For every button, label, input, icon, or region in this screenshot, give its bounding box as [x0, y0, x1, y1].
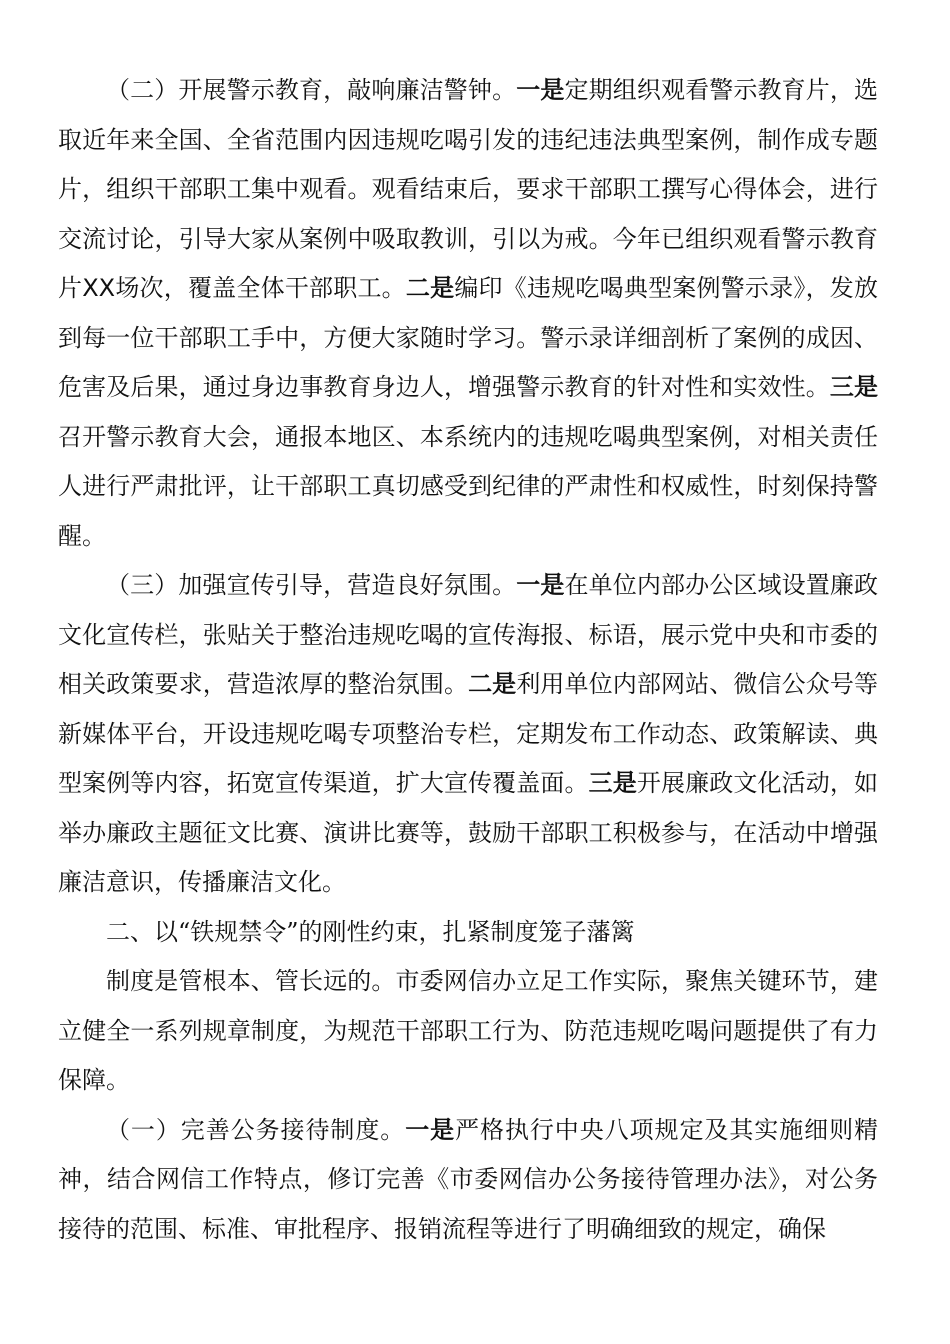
body-text: 利用单位内部网站、微信公众号等新媒体平台，开设违规吃喝专项整治专栏，定期发布工作动态、政策解读、典型案例等内容，拓宽宣传渠道，扩大宣传覆盖面。 [58, 670, 879, 797]
paragraph-publicity-guidance [58, 561, 878, 908]
emphasis-second: 二是 [468, 670, 517, 698]
paragraph-reception-system [58, 1106, 878, 1255]
body-text: 编印《违规吃喝典型案例警示录》，发放到每一位干部职工手中，方便大家随时学习。警示录详细剖析了案例的成因、危害及后果，通过身边事教育身边人，增强警示教育的针对性和实效性。 [58, 274, 879, 401]
emphasis-first: 一是 [405, 1115, 456, 1144]
subheading-text: （二）开展警示教育，敲响廉洁警钟。 [106, 76, 517, 104]
body-text: 制度是管根本、管长远的。市委网信办立足工作实际，聚焦关键环节，建立健全一系列规章制度，为规范干部职工行为、防范违规吃喝问题提供了有力保障。 [58, 967, 878, 1094]
section-heading-text: 二、以“铁规禁令”的刚性约束，扎紧制度笼子藩篱 [106, 917, 635, 946]
body-text: 在单位内部办公区域设置廉政文化宣传栏，张贴关于整治违规吃喝的宣传海报、标语，展示党中央和市委的相关政策要求，营造浓厚的整治氛围。 [58, 571, 879, 698]
section-heading [58, 908, 878, 958]
subheading-text: （一）完善公务接待制度。 [106, 1115, 406, 1144]
subheading-text: （三）加强宣传引导，营造良好氛围。 [106, 571, 517, 599]
emphasis-first: 一是 [516, 571, 565, 599]
emphasis-third: 三是 [829, 373, 879, 401]
paragraph-warning-education [58, 66, 878, 561]
emphasis-third: 三是 [588, 769, 637, 797]
body-text: 召开警示教育大会，通报本地区、本系统内的违规吃喝典型案例，对相关责任人进行严肃批评，让干部职工真切感受到纪律的严肃性和权威性，时刻保持警醒。 [58, 422, 878, 550]
body-text: 开展廉政文化活动，如举办廉政主题征文比赛、演讲比赛等，鼓励干部职工积极参与，在活动中增强廉洁意识，传播廉洁文化。 [58, 769, 879, 896]
paragraph-system-intro [58, 957, 878, 1106]
body-text: 定期组织观看警示教育片，选取近年来全国、全省范围内因违规吃喝引发的违纪违法典型案例，制作成专题片，组织干部职工集中观看。观看结束后，要求干部职工撰写心得体会，进行交流讨论，引导大家从案例中吸取教训，引以为戒。今年已组织观看警示教育片XX场次，覆盖全体干部职工。 [58, 76, 879, 302]
body-text: 严格执行中央八项规定及其实施细则精神，结合网信工作特点，修订完善《市委网信办公务接待管理办法》，对公务接待的范围、标准、审批程序、报销流程等进行了明确细致的规定，确保 [58, 1115, 879, 1243]
emphasis-second: 二是 [405, 274, 455, 302]
emphasis-first: 一是 [516, 76, 565, 104]
